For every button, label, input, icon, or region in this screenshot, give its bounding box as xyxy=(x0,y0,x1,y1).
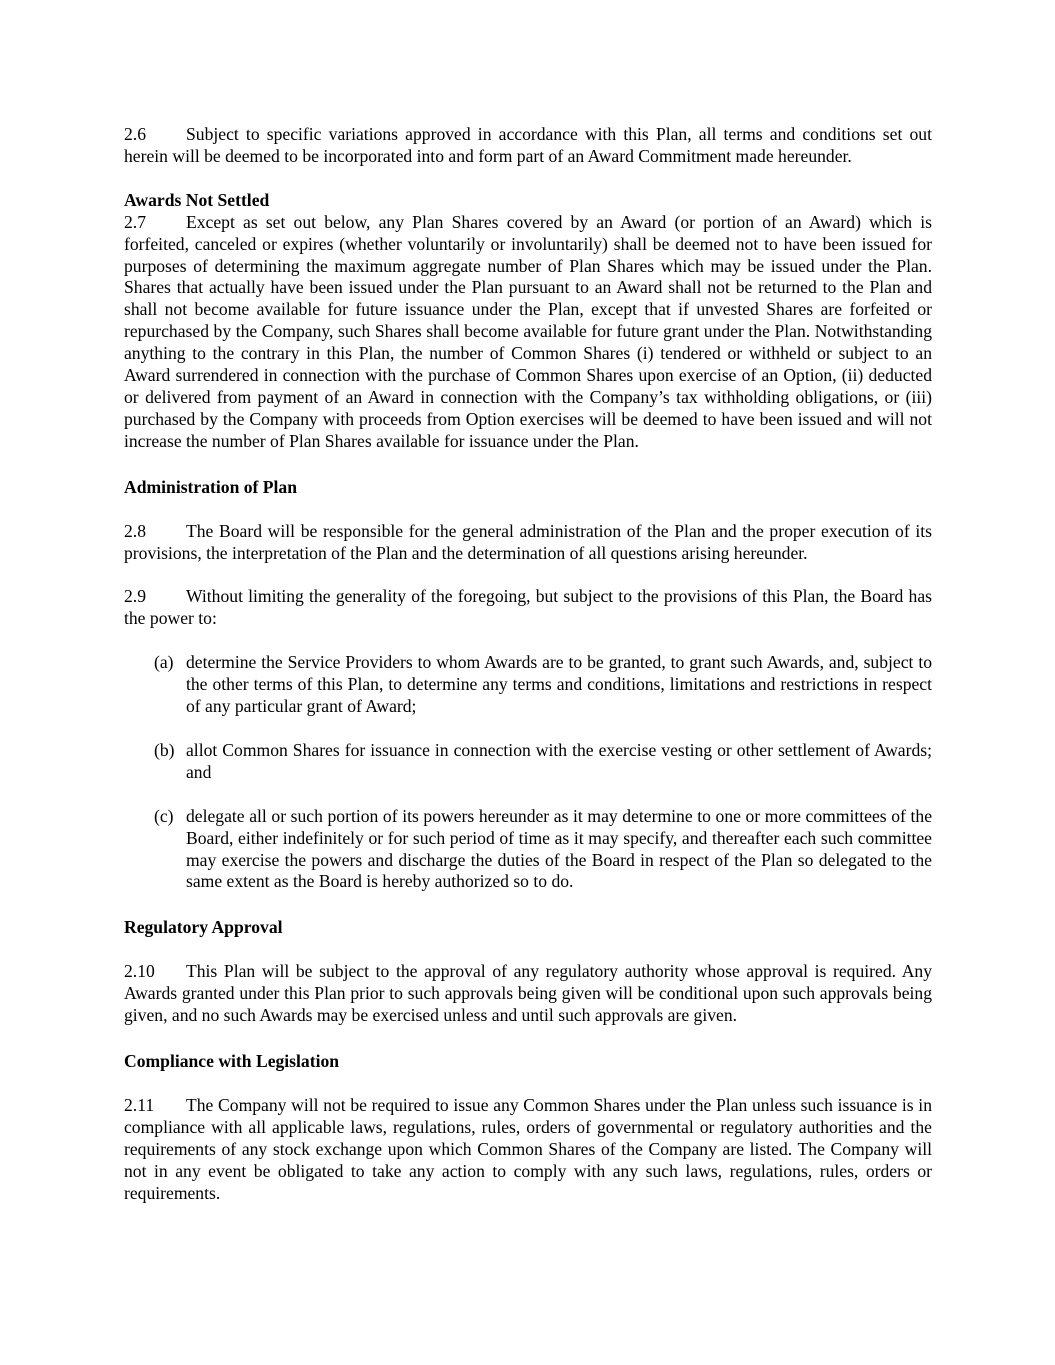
list-item-label: (b) xyxy=(154,739,175,760)
list-item-label: (c) xyxy=(154,805,174,826)
list-item-b xyxy=(154,740,932,784)
list-item-c xyxy=(154,806,932,894)
list-item-text: determine the Service Providers to whom Awards are to be granted, to grant such Awards, and, subject to the other terms of this Plan, to determine any terms and conditions, limitations and restrictions in respect of any particular grant of Award; xyxy=(186,652,932,717)
list-item-text: allot Common Shares for issuance in connection with the exercise vesting or other settlement of Awards; and xyxy=(186,739,932,782)
paragraph-text: Without limiting the generality of the foregoing, but subject to the provisions of this Plan, the Board has the power to: xyxy=(124,586,932,629)
document-page xyxy=(124,124,932,1204)
paragraph-2-7 xyxy=(124,212,932,453)
heading-administration-of-plan: Administration of Plan xyxy=(124,476,298,497)
list-item-text: delegate all or such portion of its powers hereunder as it may determine to one or more committees of the Board, either indefinitely or for such period of time as it may specify, and thereafter each such committee may exercise the powers and discharge the duties of the Board in respect of the Plan so delegated to the same extent as the Board is hereby authorized so to do. xyxy=(186,805,932,892)
paragraph-number: 2.6 xyxy=(124,124,146,144)
paragraph-text: This Plan will be subject to the approval of any regulatory authority whose approval is required. Any Awards granted under this Plan prior to such approvals being given will be conditional upon such approvals being given, and no such Awards may be exercised unless and until such approvals are given. xyxy=(124,961,932,1026)
paragraph-number: 2.8 xyxy=(124,520,146,541)
paragraph-2-8 xyxy=(124,521,932,565)
paragraph-text: Except as set out below, any Plan Shares covered by an Award (or portion of an Award) which is forfeited, canceled or expires (whether voluntarily or involuntarily) shall be deemed not to have been issued for purposes of determining the maximum aggregate number of Plan Shares which may be issued under the Plan. Shares that actually have been issued under the Plan pursuant to an Award shall not be returned to the Plan and shall not become available for future issuance under the Plan, except that if unvested Shares are forfeited or repurchased by the Company, such Shares shall become available for future grant under the Plan. Notwithstanding anything to the contrary in this Plan, the number of Common Shares (i) tendered or withheld or subject to an Award surrendered in connection with the purchase of Common Shares upon exercise of an Option, (ii) deducted or delivered from payment of an Award in connection with the Company’s tax withholding obligations, or (iii) purchased by the Company with proceeds from Option exercises will be deemed to have been issued and will not increase the number of Plan Shares available for issuance under the Plan. xyxy=(124,211,932,451)
paragraph-text: Subject to specific variations approved in accordance with this Plan, all terms and conditions set out herein will be deemed to be incorporated into and form part of an Award Commitment made hereunder. xyxy=(124,124,932,166)
heading-regulatory-approval: Regulatory Approval xyxy=(124,917,283,938)
list-item-a xyxy=(154,652,932,718)
paragraph-number: 2.11 xyxy=(124,1094,155,1115)
paragraph-2-11 xyxy=(124,1095,932,1205)
paragraph-number: 2.7 xyxy=(124,211,146,232)
paragraph-text: The Board will be responsible for the general administration of the Plan and the proper execution of its provisions, the interpretation of the Plan and the determination of all questions arising hereunder. xyxy=(124,520,932,563)
paragraph-2-9 xyxy=(124,586,932,630)
list-item-label: (a) xyxy=(154,652,174,673)
paragraph-2-10 xyxy=(124,961,932,1027)
heading-awards-not-settled: Awards Not Settled xyxy=(124,189,270,210)
paragraph-number: 2.10 xyxy=(124,961,155,982)
heading-compliance-with-legislation: Compliance with Legislation xyxy=(124,1051,340,1071)
paragraph-number: 2.9 xyxy=(124,586,146,607)
paragraph-2-6 xyxy=(124,124,932,168)
paragraph-text: The Company will not be required to issue any Common Shares under the Plan unless such issuance is in compliance with all applicable laws, regulations, rules, orders of governmental or regulatory authorities and the requirements of any stock exchange upon which Common Shares of the Company are listed. The Company will not in any event be obligated to take any action to comply with any such laws, regulations, rules, orders or requirements. xyxy=(124,1094,932,1203)
